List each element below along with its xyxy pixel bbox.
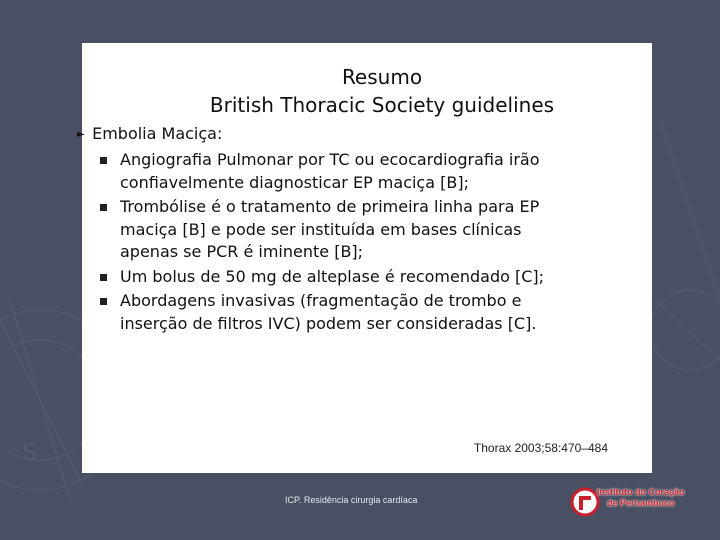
footer-text: ICP. Residência cirurgia cardíaca (285, 495, 418, 505)
list-item (98, 149, 568, 194)
main-bullet-text: Embolia Maciça: (92, 124, 223, 143)
sub-bullet-list (98, 149, 568, 337)
logo-line2: de Pernambuco (607, 498, 675, 508)
slide-content-panel (77, 43, 652, 473)
list-item-text: Trombólise é o tratamento de primeira linha para EP maciça [B] e pode ser instituída em bases clínicas apenas se PCR é iminente [B]; (120, 197, 540, 261)
bullet-square-icon (100, 298, 107, 305)
bullet-square-icon (100, 157, 107, 164)
bullet-arrow-icon: ► (77, 128, 85, 140)
list-item (98, 196, 568, 264)
citation: Thorax 2003;58:470–484 (473, 441, 608, 455)
list-item-text: Abordagens invasivas (fragmentação de trombo e inserção de filtros IVC) podem ser consideradas [C]. (120, 291, 537, 333)
list-item-text: Um bolus de 50 mg de alteplase é recomendado [C]; (120, 266, 545, 286)
heart-logo-icon (570, 484, 600, 520)
bullet-square-icon (100, 274, 107, 281)
main-bullet (77, 123, 222, 146)
svg-text:S: S (22, 441, 38, 466)
list-item-text: Angiografia Pulmonar por TC ou ecocardiografia irão confiavelmente diagnosticar EP maciça [B]; (120, 150, 540, 192)
bullet-square-icon (100, 204, 107, 211)
slide-title: Resumo (341, 65, 423, 89)
institution-logo (570, 484, 690, 520)
logo-line1: Instituto do Coração (597, 487, 685, 497)
logo-text (597, 487, 685, 509)
list-item (98, 266, 568, 289)
list-item (98, 290, 568, 335)
slide-subtitle: British Thoracic Society guidelines (209, 93, 555, 117)
